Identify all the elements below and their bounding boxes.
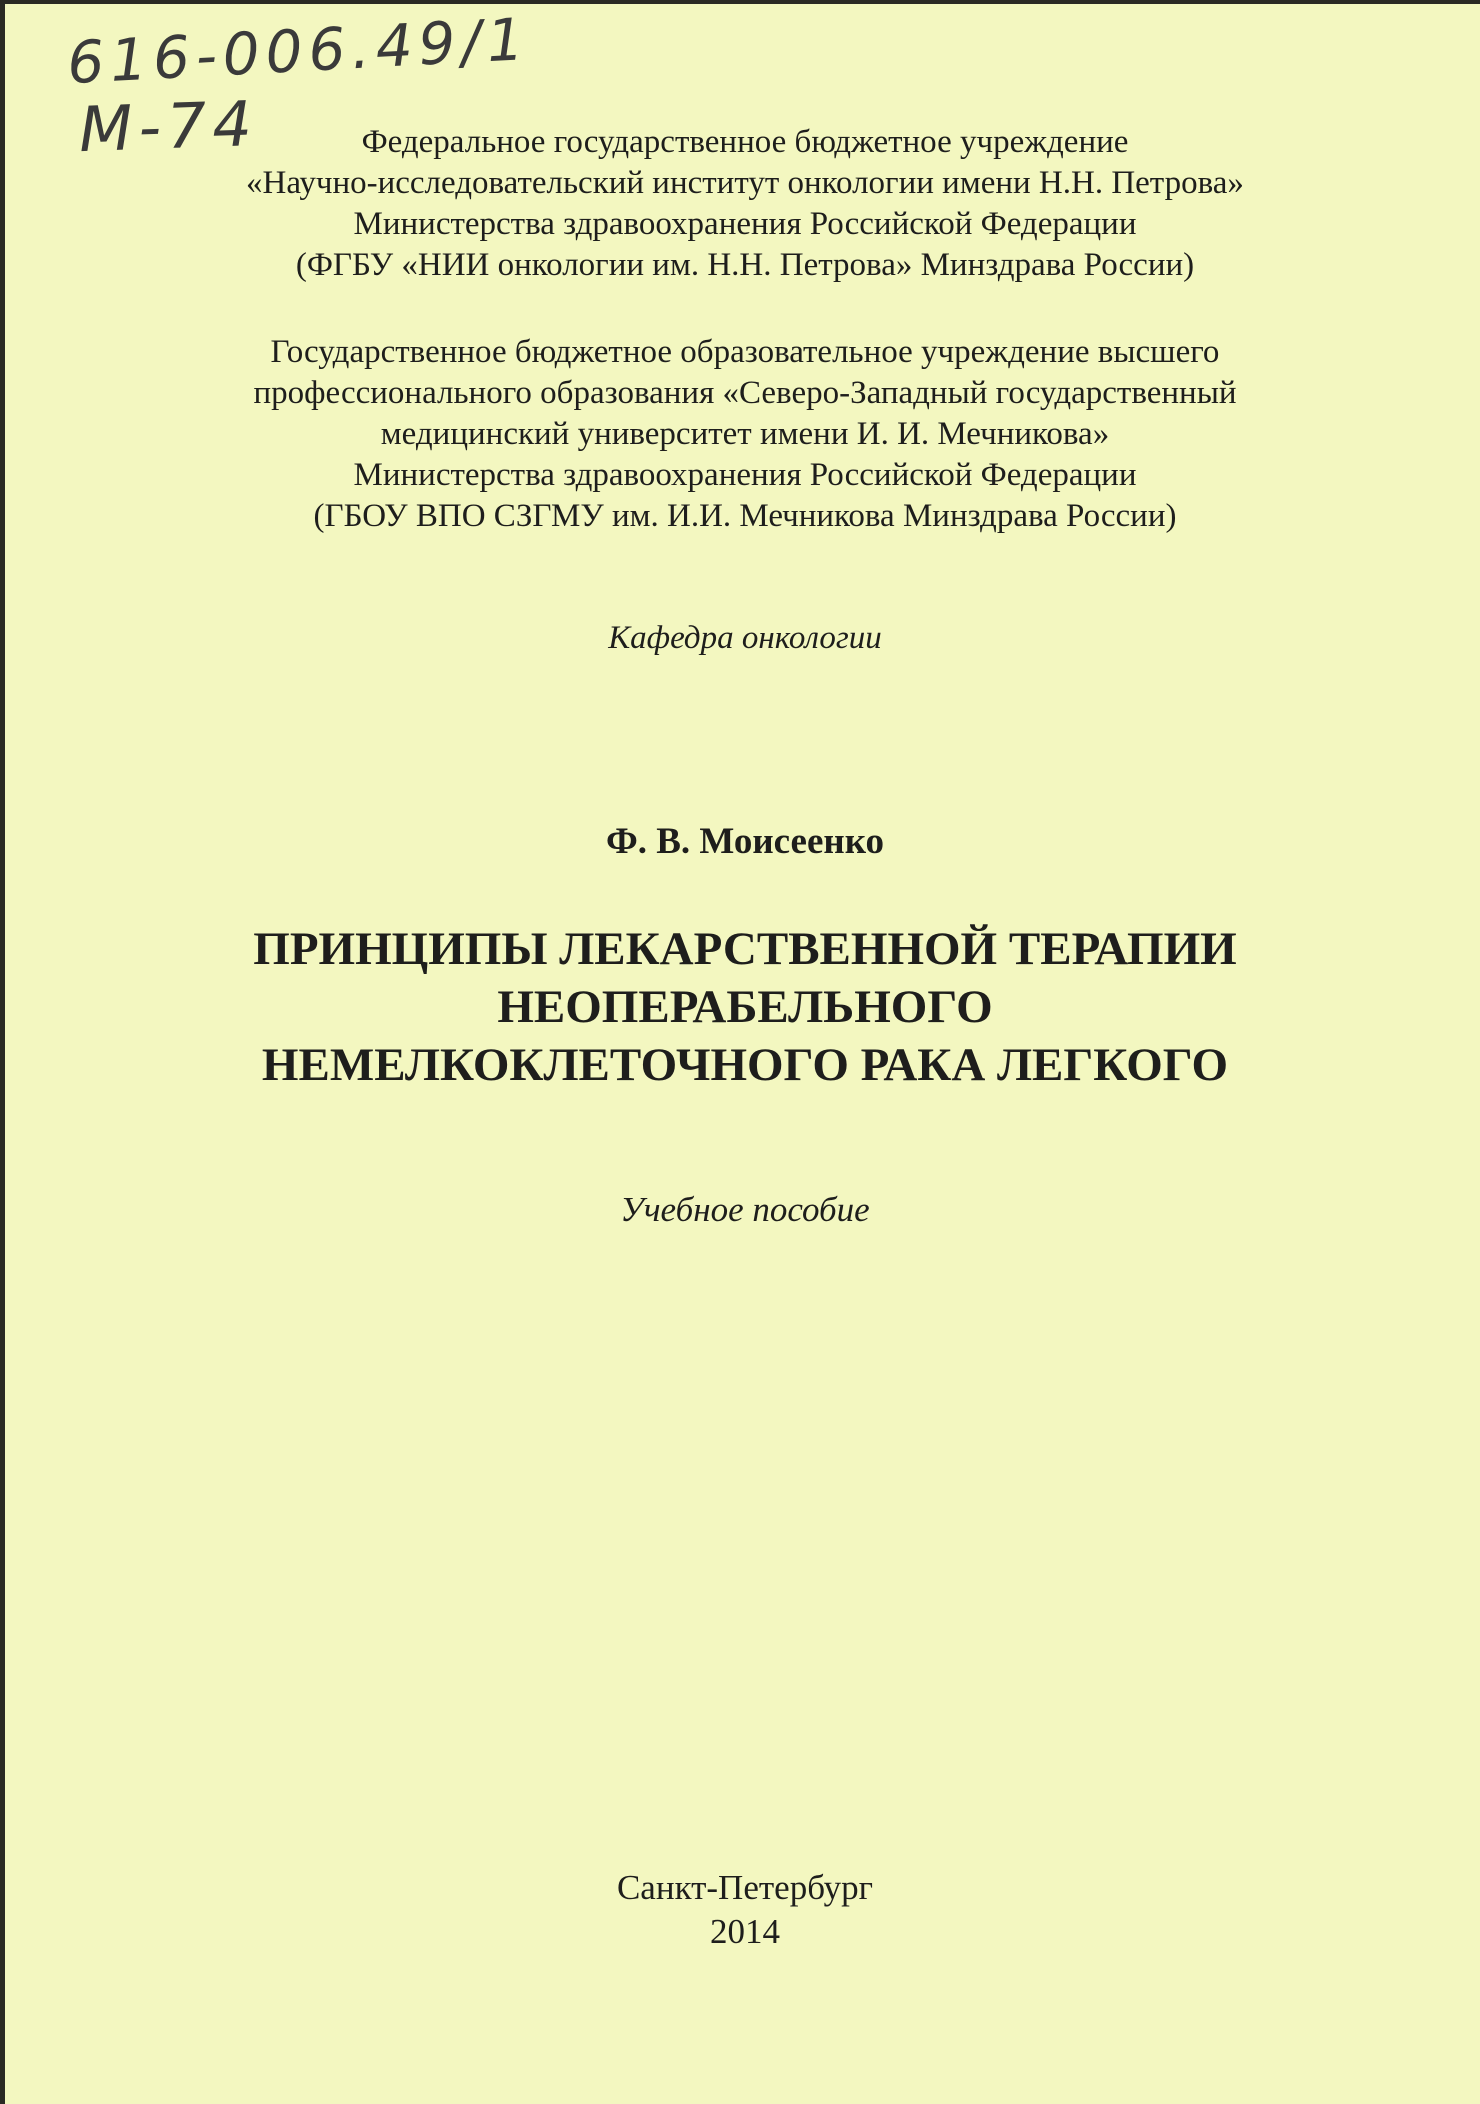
institution-1-line: (ФГБУ «НИИ онкологии им. Н.Н. Петрова» Минздрава России) bbox=[295, 247, 1195, 283]
institution-2-block bbox=[155, 332, 1335, 537]
institution-2-line: медицинский университет имени И. И. Мечникова» bbox=[380, 416, 1110, 452]
handwritten-author-mark: M-74 bbox=[77, 86, 259, 167]
author-name: Ф. В. Моисеенко bbox=[605, 821, 885, 862]
handwritten-classification-code: 616-006.49/1 bbox=[65, 4, 532, 98]
imprint bbox=[155, 1866, 1335, 1954]
institution-1-line: «Научно-исследовательский институт онкологии имени Н.Н. Петрова» bbox=[246, 165, 1244, 201]
institution-1-line: Федеральное государственное бюджетное учреждение bbox=[361, 124, 1129, 160]
institution-1-block bbox=[155, 122, 1335, 286]
book-title-line: НЕОПЕРАБЕЛЬНОГО bbox=[497, 981, 993, 1033]
book-title bbox=[155, 920, 1335, 1094]
publication-city: Санкт-Петербург bbox=[616, 1868, 874, 1907]
book-subtitle: Учебное пособие bbox=[620, 1190, 870, 1229]
institution-1-line: Министерства здравоохранения Российской Федерации bbox=[353, 206, 1137, 242]
department-name: Кафедра онкологии bbox=[608, 620, 882, 656]
publication-year: 2014 bbox=[710, 1912, 780, 1951]
institution-2-line: (ГБОУ ВПО СЗГМУ им. И.И. Мечникова Минздрава России) bbox=[313, 498, 1177, 534]
book-title-line: ПРИНЦИПЫ ЛЕКАРСТВЕННОЙ ТЕРАПИИ bbox=[253, 923, 1237, 975]
book-title-line: НЕМЕЛКОКЛЕТОЧНОГО РАКА ЛЕГКОГО bbox=[261, 1039, 1229, 1091]
institution-2-line: Государственное бюджетное образовательное учреждение высшего bbox=[270, 334, 1220, 370]
institution-2-line: профессионального образования «Северо-Западный государственный bbox=[253, 375, 1237, 411]
institution-2-line: Министерства здравоохранения Российской Федерации bbox=[353, 457, 1137, 493]
